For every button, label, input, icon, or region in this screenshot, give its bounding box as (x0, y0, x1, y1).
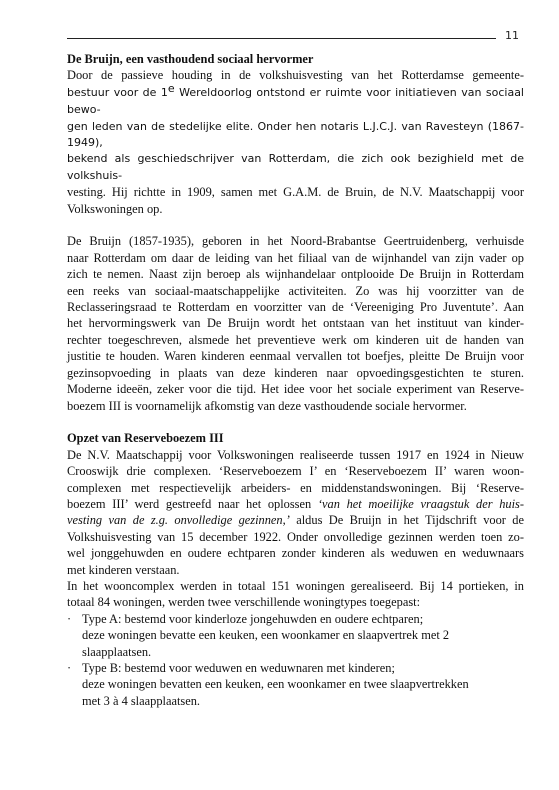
text-line: naar Rotterdam om daar de leiding van het filiaal van de wijnhandel van zijn vader op (67, 250, 524, 265)
section-heading-opzet: Opzet van Reserveboezem III (67, 431, 224, 446)
text-line: justitie te houden. Waren kinderen eenmaal vervallen tot boefjes, pleitte De Bruijn voor (67, 349, 524, 364)
text-line: vesting. Hij richtte in 1909, samen met G.A.M. de Bruin, de N.V. Maatschappij voor (67, 185, 524, 200)
text-line: vesting van de z.g. onvolledige gezinnen,’ aldus De Bruijn in het Tijdschrift voor de (67, 513, 524, 528)
text-line: gen leden van de stedelijke elite. Onder hen notaris L.J.C.J. van Ravesteyn (1867-1949), (67, 119, 524, 150)
text-line: Volkshuisvesting van 15 december 1922. Onder onvolledige gezinnen werden toen zo- (67, 529, 524, 544)
list-item-type-a (67, 611, 524, 660)
text-line: wel jonggehuwden en oudere echtparen zonder kinderen als weduwen en weduwnaars (67, 546, 524, 561)
section1-paragraph-2 (67, 233, 524, 413)
text-line: In het wooncomplex werden in totaal 151 woningen gerealiseerd. Bij 14 portieken, in (67, 578, 524, 593)
text-line: bekend als geschiedschrijver van Rotterdam, die zich ook bezighield met de volkshuis- (67, 152, 524, 182)
quote-italic: vesting van de z.g. onvolledige gezinnen,’ (67, 513, 290, 528)
text-line: Volkswoningen op. (67, 201, 163, 216)
text-line: Type B: bestemd voor weduwen en weduwnaren met kinderen; (82, 661, 395, 675)
text-line: bestuur voor de 1e Wereldoorlog ontstond er ruimte voor initiatieven van sociaal bewo- (67, 81, 524, 117)
page-content (67, 51, 524, 709)
text-line: deze woningen bevatten een keuken, een woonkamer en twee slaapvertrekken (82, 677, 469, 692)
text-line: Crooswijk drie complexen. ‘Reserveboezem I’ en ‘Reserveboezem II’ waren woon- (67, 464, 524, 479)
page-number: 11 (505, 29, 519, 42)
text-line: Moderne ideeën, zeker voor die tijd. Het idee voor het sociale experiment van Reserve- (67, 382, 524, 397)
text-line: totaal 84 woningen, werden twee verschillende woningtypes toegepast: (67, 595, 421, 610)
section2-paragraph-2 (67, 578, 524, 611)
section-heading-de-bruijn: De Bruijn, een vasthoudend sociaal hervormer (67, 52, 314, 66)
text-line: met 3 à 4 slaapplaatsen. (82, 693, 201, 708)
text-line: complexen met respectievelijk arbeiders- en middenstandswoningen. Bij ‘Reserve- (67, 480, 524, 495)
woningtypes-list (67, 611, 524, 709)
list-item-type-b (67, 660, 524, 709)
text-line: deze woningen bevatte een keuken, een woonkamer en slaapvertrek met 2 (82, 628, 450, 643)
text-line: boezem III is voornamelijk afkomstig van deze vasthoudende sociale hervormer. (67, 398, 467, 413)
text-line: rechter toegeschreven, alsmede het preventieve werk om kinderen uit de handen van (67, 332, 524, 347)
section1-paragraph-1 (67, 67, 524, 217)
bullet-marker: · (67, 661, 72, 675)
text-line: Type A: bestemd voor kinderloze jongehuwden en oudere echtparen; (82, 611, 424, 626)
header-rule (67, 38, 496, 39)
text-line: Door de passieve houding in de volkshuisvesting van het Rotterdamse gemeente- (67, 68, 524, 83)
quote-italic: ‘van het moeilijke vraagstuk der huis- (317, 496, 524, 511)
section2-paragraph-1 (67, 447, 524, 578)
text-line: zich te nemen. Naast zijn beroep als wijnhandelaar ontplooide De Bruijn in Rotterdam (67, 267, 524, 282)
text-line: met kinderen verstaan. (67, 562, 180, 577)
text-line: De Bruijn (1857-1935), geboren in het Noord-Brabantse Geertruidenberg, verhuisde (67, 234, 524, 249)
text-line: boezem III’ werd gestreefd naar het oplossen ‘van het moeilijke vraagstuk der huis- (67, 496, 524, 511)
text-line: een reeks van sociaal-maatschappelijke activiteiten. Zo was hij voorzitter van de (67, 283, 524, 298)
text-line: De N.V. Maatschappij voor Volkswoningen realiseerde tussen 1917 en 1924 in Nieuw (67, 447, 524, 462)
text-line: het hervormingswerk van De Bruijn wordt het ontstaan van het instituut van kinder- (67, 316, 524, 331)
text-line: slaapplaatsen. (82, 644, 152, 659)
bullet-marker: · (67, 611, 72, 626)
text-line: Reclasseringsraad te Rotterdam en voorzitter van de ‘Vereeniging Pro Juventute’. Aan (67, 300, 524, 315)
text-line: gezinsopvoeding in plaats van deze kinderen naar opvoedingsgestichten te sturen. (67, 365, 524, 380)
